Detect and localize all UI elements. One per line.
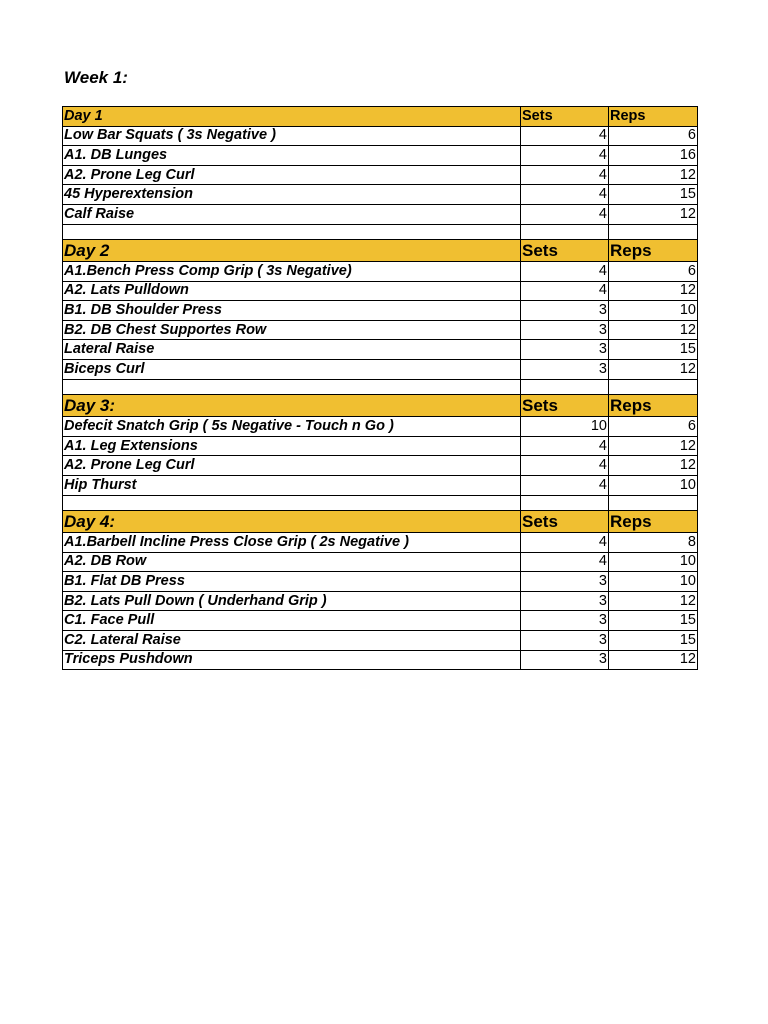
spacer-row <box>63 224 698 239</box>
exercise-row <box>63 650 698 670</box>
exercise-row <box>63 591 698 611</box>
exercise-name-cell: B1. DB Shoulder Press <box>63 301 521 321</box>
reps-header-cell: Reps <box>609 239 698 262</box>
day-header-row <box>63 394 698 417</box>
exercise-name-cell: Defecit Snatch Grip ( 5s Negative - Touch n Go ) <box>63 417 521 437</box>
sets-header-cell: Sets <box>521 510 609 533</box>
spacer-row <box>63 495 698 510</box>
exercise-name-cell: B2. Lats Pull Down ( Underhand Grip ) <box>63 591 521 611</box>
reps-cell: 12 <box>609 591 698 611</box>
day-name-cell: Day 3: <box>63 394 521 417</box>
exercise-name-cell: C1. Face Pull <box>63 611 521 631</box>
exercise-name-cell: B1. Flat DB Press <box>63 572 521 592</box>
reps-cell: 12 <box>609 456 698 476</box>
day-name-cell: Day 1 <box>63 107 521 127</box>
reps-cell: 8 <box>609 533 698 553</box>
reps-cell: 15 <box>609 630 698 650</box>
exercise-name-cell: Low Bar Squats ( 3s Negative ) <box>63 126 521 146</box>
exercise-row <box>63 572 698 592</box>
empty-cell <box>521 224 609 239</box>
reps-cell: 12 <box>609 204 698 224</box>
sets-cell: 4 <box>521 126 609 146</box>
exercise-row <box>63 301 698 321</box>
empty-cell <box>521 495 609 510</box>
exercise-row <box>63 417 698 437</box>
sets-cell: 4 <box>521 165 609 185</box>
exercise-row <box>63 320 698 340</box>
reps-cell: 16 <box>609 146 698 166</box>
exercise-name-cell: A1. DB Lunges <box>63 146 521 166</box>
sets-cell: 3 <box>521 611 609 631</box>
exercise-name-cell: A1. Leg Extensions <box>63 436 521 456</box>
sets-cell: 3 <box>521 650 609 670</box>
exercise-name-cell: A2. Prone Leg Curl <box>63 456 521 476</box>
sets-cell: 3 <box>521 630 609 650</box>
reps-cell: 10 <box>609 552 698 572</box>
exercise-row <box>63 340 698 360</box>
sets-cell: 4 <box>521 436 609 456</box>
reps-header-cell: Reps <box>609 394 698 417</box>
exercise-name-cell: Biceps Curl <box>63 360 521 380</box>
reps-cell: 12 <box>609 360 698 380</box>
reps-cell: 12 <box>609 320 698 340</box>
exercise-name-cell: Calf Raise <box>63 204 521 224</box>
sets-header-cell: Sets <box>521 107 609 127</box>
reps-cell: 12 <box>609 650 698 670</box>
empty-cell <box>609 224 698 239</box>
empty-cell <box>63 379 521 394</box>
sets-cell: 4 <box>521 204 609 224</box>
exercise-row <box>63 360 698 380</box>
empty-cell <box>521 379 609 394</box>
reps-cell: 6 <box>609 417 698 437</box>
reps-cell: 10 <box>609 301 698 321</box>
sets-cell: 4 <box>521 262 609 282</box>
sets-cell: 4 <box>521 533 609 553</box>
reps-cell: 6 <box>609 262 698 282</box>
sets-cell: 4 <box>521 281 609 301</box>
empty-cell <box>63 224 521 239</box>
sets-cell: 4 <box>521 475 609 495</box>
page-title: Week 1: <box>64 68 128 87</box>
exercise-row <box>63 552 698 572</box>
sets-cell: 4 <box>521 146 609 166</box>
exercise-row <box>63 611 698 631</box>
exercise-row <box>63 456 698 476</box>
exercise-name-cell: B2. DB Chest Supportes Row <box>63 320 521 340</box>
exercise-name-cell: A1.Barbell Incline Press Close Grip ( 2s Negative ) <box>63 533 521 553</box>
exercise-name-cell: A1.Bench Press Comp Grip ( 3s Negative) <box>63 262 521 282</box>
empty-cell <box>609 495 698 510</box>
day-name-cell: Day 2 <box>63 239 521 262</box>
reps-header-cell: Reps <box>609 107 698 127</box>
day-header-row <box>63 239 698 262</box>
sets-cell: 3 <box>521 591 609 611</box>
exercise-name-cell: Lateral Raise <box>63 340 521 360</box>
exercise-name-cell: A2. Lats Pulldown <box>63 281 521 301</box>
exercise-row <box>63 475 698 495</box>
exercise-row <box>63 146 698 166</box>
sets-header-cell: Sets <box>521 239 609 262</box>
exercise-row <box>63 436 698 456</box>
exercise-name-cell: Triceps Pushdown <box>63 650 521 670</box>
exercise-row <box>63 262 698 282</box>
sets-cell: 4 <box>521 185 609 205</box>
spacer-row <box>63 379 698 394</box>
day-header-row <box>63 510 698 533</box>
sets-cell: 3 <box>521 301 609 321</box>
exercise-name-cell: Hip Thurst <box>63 475 521 495</box>
reps-cell: 10 <box>609 572 698 592</box>
exercise-name-cell: A2. DB Row <box>63 552 521 572</box>
day-name-cell: Day 4: <box>63 510 521 533</box>
exercise-name-cell: 45 Hyperextension <box>63 185 521 205</box>
reps-cell: 15 <box>609 340 698 360</box>
exercise-row <box>63 204 698 224</box>
reps-cell: 12 <box>609 281 698 301</box>
exercise-row <box>63 185 698 205</box>
day-header-row <box>63 107 698 127</box>
exercise-name-cell: C2. Lateral Raise <box>63 630 521 650</box>
sets-cell: 3 <box>521 320 609 340</box>
exercise-row <box>63 165 698 185</box>
sets-cell: 3 <box>521 572 609 592</box>
exercise-row <box>63 126 698 146</box>
workout-table-body <box>63 107 698 670</box>
exercise-row <box>63 281 698 301</box>
reps-cell: 6 <box>609 126 698 146</box>
reps-cell: 12 <box>609 165 698 185</box>
exercise-row <box>63 630 698 650</box>
sets-cell: 3 <box>521 360 609 380</box>
empty-cell <box>63 495 521 510</box>
sets-cell: 4 <box>521 552 609 572</box>
sets-cell: 10 <box>521 417 609 437</box>
workout-table <box>62 106 697 670</box>
reps-header-cell: Reps <box>609 510 698 533</box>
reps-cell: 10 <box>609 475 698 495</box>
sets-cell: 3 <box>521 340 609 360</box>
exercise-name-cell: A2. Prone Leg Curl <box>63 165 521 185</box>
empty-cell <box>609 379 698 394</box>
reps-cell: 15 <box>609 611 698 631</box>
sets-header-cell: Sets <box>521 394 609 417</box>
sets-cell: 4 <box>521 456 609 476</box>
reps-cell: 15 <box>609 185 698 205</box>
reps-cell: 12 <box>609 436 698 456</box>
exercise-row <box>63 533 698 553</box>
